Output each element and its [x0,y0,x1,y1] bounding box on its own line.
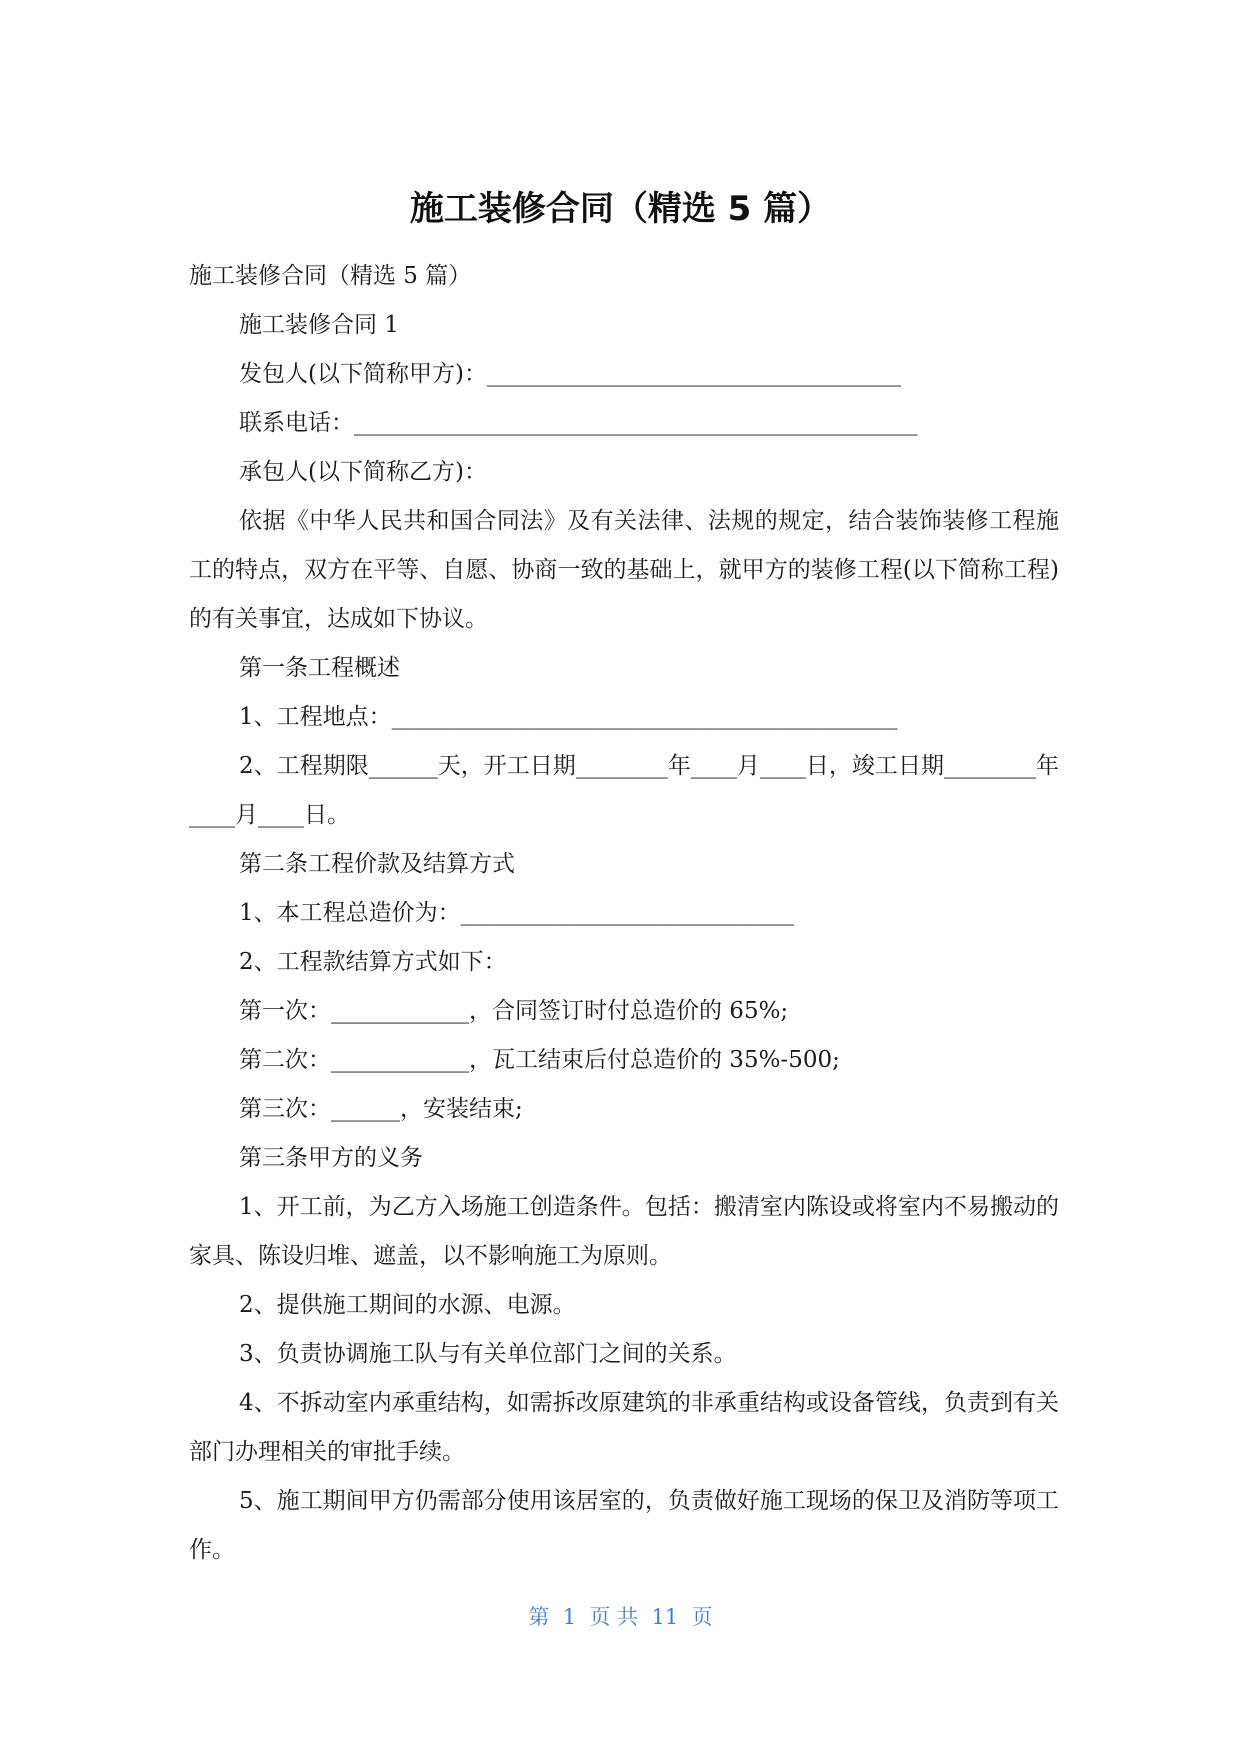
obligation-4: 4、不拆动室内承重结构，如需拆改原建筑的非承重结构或设备管线，负责到有关部门办理相关的审批手续。 [189,1390,1059,1465]
document-title: 施工装修合同（精选 5 篇） [409,189,832,229]
preamble-paragraph: 依据《中华人民共和国合同法》及有关法律、法规的规定，结合装饰装修工程施工的特点，双方在平等、自愿、协商一致的基础上，就甲方的装修工程(以下简称工程)的有关事宜，达成如下协议。 [189,508,1059,632]
page-footer: 第 1 页 共 11 页 [528,1605,713,1629]
settlement-method-line: 2、工程款结算方式如下： [239,949,507,975]
payment-2-line: 第二次：____________，瓦工结束后付总造价的 35%-500; [239,1047,840,1073]
obligation-5: 5、施工期间甲方仍需部分使用该居室的，负责做好施工现场的保卫及消防等项工作。 [189,1488,1059,1563]
phone-field: 联系电话：_________________________________________________ [239,410,918,436]
project-period-field: 2、工程期限______天，开工日期________年____月____日，竣工日期________年____月____日。 [189,753,1059,828]
document-body [189,252,1059,1575]
total-price-field: 1、本工程总造价为：_____________________________ [239,900,795,926]
contractor-field: 承包人(以下简称乙方)： [239,459,487,485]
project-location-field: 1、工程地点：____________________________________________ [239,704,898,730]
payment-3-line: 第三次：______，安装结束; [239,1096,523,1122]
obligation-3: 3、负责协调施工队与有关单位部门之间的关系。 [239,1341,737,1367]
obligation-1: 1、开工前，为乙方入场施工创造条件。包括：搬清室内陈设或将室内不易搬动的家具、陈设归堆、遮盖，以不影响施工为原则。 [189,1194,1059,1269]
article-1-heading: 第一条工程概述 [239,655,400,681]
article-3-heading: 第三条甲方的义务 [239,1145,423,1171]
article-2-heading: 第二条工程价款及结算方式 [239,851,515,877]
employer-field: 发包人(以下简称甲方)：____________________________________ [239,361,901,387]
subtitle-line: 施工装修合同（精选 5 篇） [189,263,472,289]
contract-heading: 施工装修合同 1 [239,312,399,338]
payment-1-line: 第一次：____________，合同签订时付总造价的 65%; [239,998,789,1024]
obligation-2: 2、提供施工期间的水源、电源。 [239,1292,576,1318]
